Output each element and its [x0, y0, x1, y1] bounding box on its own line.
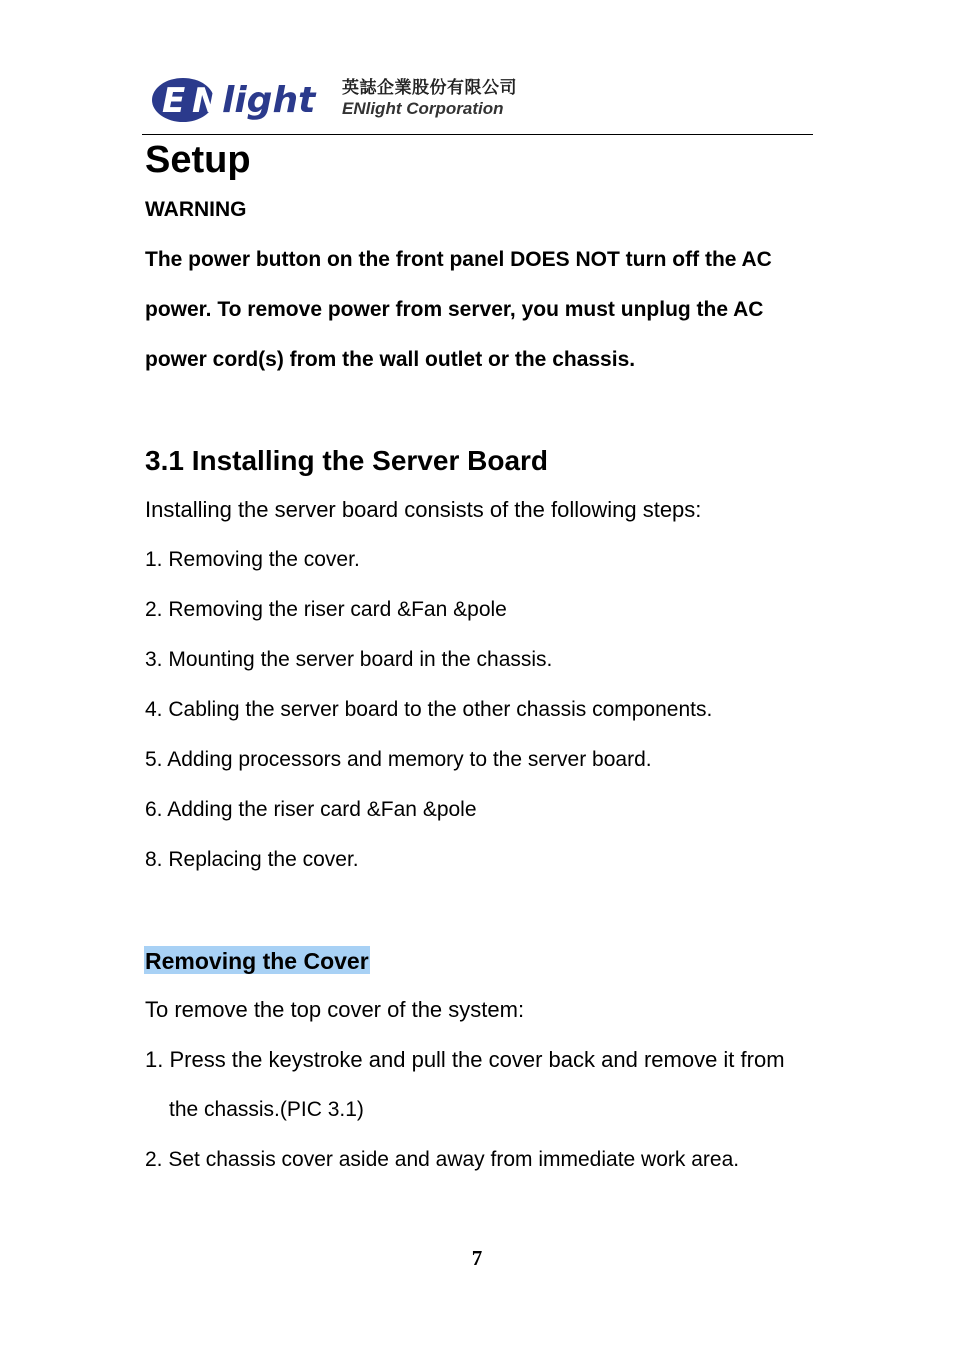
warning-text-line: power. To remove power from server, you must unplug the AC — [145, 298, 764, 321]
step-item: 6. Adding the riser card &Fan &pole — [145, 798, 477, 821]
logo-letter-n: N — [192, 81, 221, 121]
warning-label: WARNING — [145, 198, 247, 221]
step-item: 8. Replacing the cover. — [145, 848, 359, 871]
step-item: 4. Cabling the server board to the other chassis components. — [145, 698, 713, 721]
warning-text-line: power cord(s) from the wall outlet or the chassis. — [145, 348, 636, 371]
logo-letter-e: E — [162, 81, 186, 121]
step-item: 2. Removing the riser card &Fan &pole — [145, 598, 507, 621]
warning-text-line: The power button on the front panel DOES NOT turn off the AC — [145, 248, 772, 271]
step-item: 1. Removing the cover. — [145, 548, 360, 571]
logo-wordmark: light — [222, 80, 316, 121]
section-heading: 3.1 Installing the Server Board — [145, 445, 549, 476]
removing-cover-heading: Removing the Cover — [145, 948, 369, 974]
removing-cover-step: 1. Press the keystroke and pull the cover back and remove it from — [145, 1047, 785, 1072]
header-divider — [142, 134, 813, 135]
enlight-logo — [150, 72, 320, 128]
company-name-english: ENlight Corporation — [342, 99, 504, 118]
page-header — [142, 70, 813, 134]
company-name-chinese: 英誌企業股份有限公司 — [342, 78, 517, 98]
section-intro: Installing the server board consists of the following steps: — [145, 497, 702, 522]
removing-cover-step-continuation: the chassis.(PIC 3.1) — [169, 1098, 364, 1121]
page-number: 7 — [471, 1246, 483, 1270]
removing-cover-intro: To remove the top cover of the system: — [145, 997, 525, 1022]
removing-cover-step: 2. Set chassis cover aside and away from immediate work area. — [145, 1148, 740, 1171]
company-name-block — [342, 78, 517, 120]
page-title: Setup — [145, 139, 251, 181]
step-item: 5. Adding processors and memory to the server board. — [145, 748, 652, 771]
step-item: 3. Mounting the server board in the chassis. — [145, 648, 553, 671]
